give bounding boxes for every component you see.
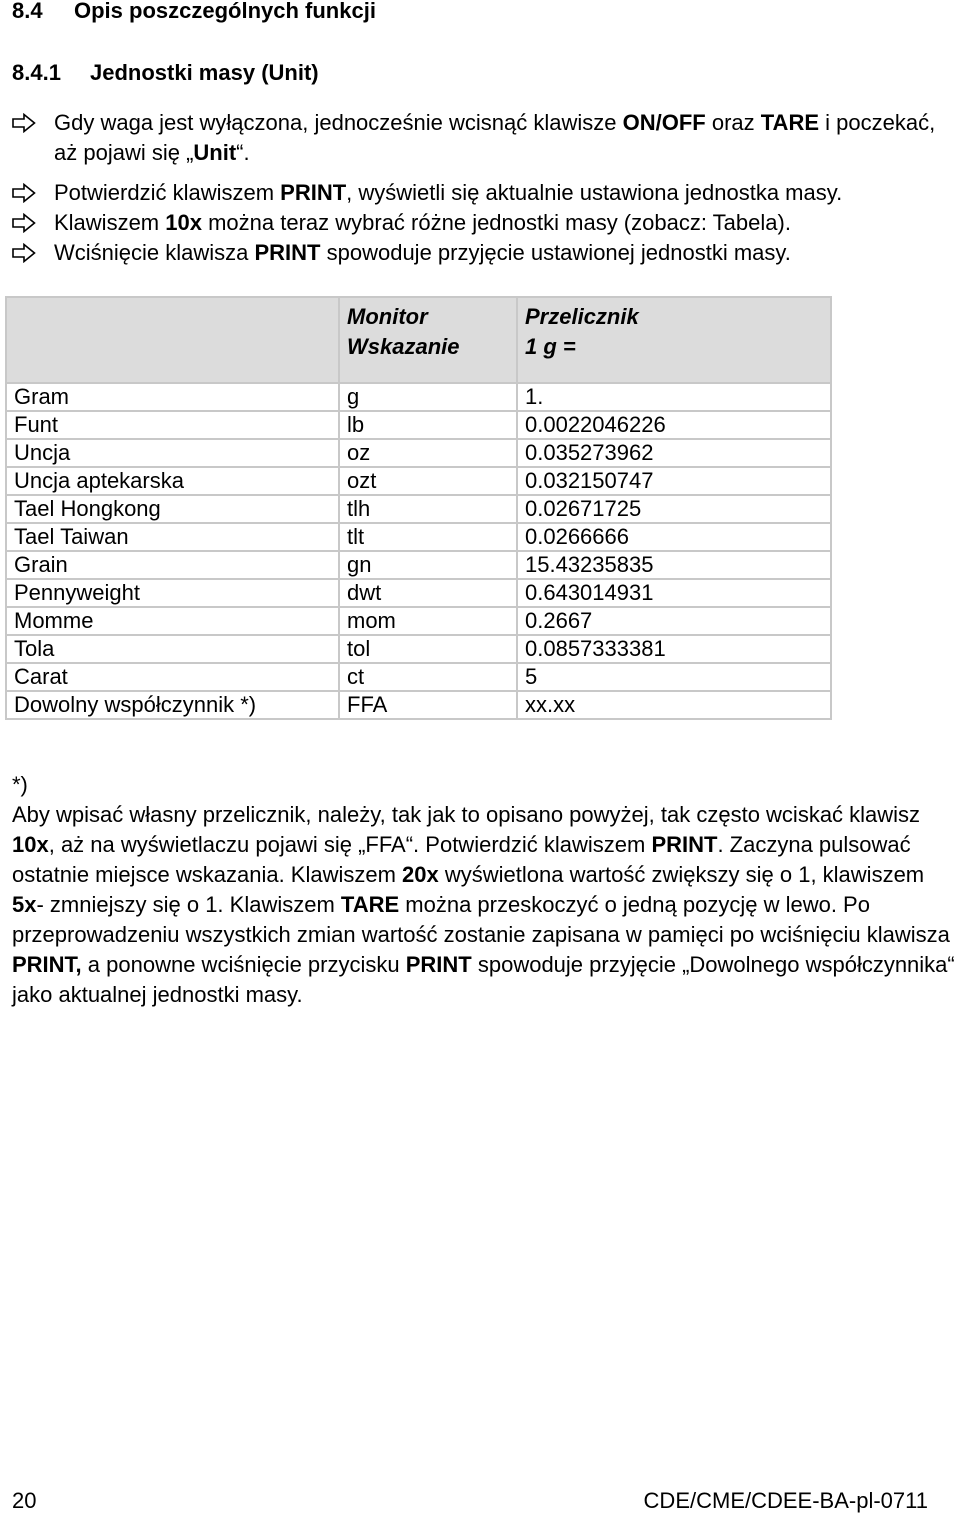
table-row <box>6 579 831 607</box>
unit-symbol-cell: oz <box>339 439 517 467</box>
page-number: 20 <box>12 1488 37 1513</box>
conversion-factor-cell: 0.0022046226 <box>517 411 831 439</box>
conversion-factor-cell: 0.643014931 <box>517 579 831 607</box>
unit-name-cell: Gram <box>6 383 339 411</box>
section-title: Opis poszczególnych funkcji <box>74 0 376 23</box>
conversion-factor-cell: 5 <box>517 663 831 691</box>
unit-name-cell: Grain <box>6 551 339 579</box>
unit-name-cell: Tola <box>6 635 339 663</box>
unit-symbol-cell: dwt <box>339 579 517 607</box>
unit-name-cell: Dowolny współczynnik *) <box>6 691 339 719</box>
table-body <box>6 383 831 719</box>
table-row <box>6 607 831 635</box>
unit-name-cell: Uncja aptekarska <box>6 467 339 495</box>
unit-symbol-cell: tol <box>339 635 517 663</box>
header-cell-display: Monitor Wskazanie <box>339 297 517 383</box>
conversion-factor-cell: 0.032150747 <box>517 467 831 495</box>
unit-symbol-cell: tlt <box>339 523 517 551</box>
unit-name-cell: Tael Hongkong <box>6 495 339 523</box>
conversion-factor-cell: 0.02671725 <box>517 495 831 523</box>
table-header-row <box>6 297 831 383</box>
unit-name-cell: Uncja <box>6 439 339 467</box>
step-text: Gdy waga jest wyłączona, jednocześnie wcisnąć klawisze ON/OFF oraz TARE i poczekać, aż pojawi się „Unit“. <box>54 110 936 165</box>
unit-symbol-cell: g <box>339 383 517 411</box>
table-row <box>6 495 831 523</box>
table-row <box>6 635 831 663</box>
table-row <box>6 411 831 439</box>
conversion-factor-cell: 0.035273962 <box>517 439 831 467</box>
unit-symbol-cell: tlh <box>339 495 517 523</box>
unit-symbol-cell: FFA <box>339 691 517 719</box>
step-text: Klawiszem 10x można teraz wybrać różne jednostki masy (zobacz: Tabela). <box>54 210 791 235</box>
arrow-right-icon <box>12 213 36 233</box>
unit-symbol-cell: gn <box>339 551 517 579</box>
table-row <box>6 467 831 495</box>
arrow-right-icon <box>12 183 36 203</box>
step-item <box>12 208 957 238</box>
step-item <box>12 108 957 168</box>
unit-symbol-cell: lb <box>339 411 517 439</box>
conversion-factor-cell: 0.2667 <box>517 607 831 635</box>
step-text: Wciśnięcie klawisza PRINT spowoduje przyjęcie ustawionej jednostki masy. <box>54 240 791 265</box>
footnote-text: Aby wpisać własny przelicznik, należy, tak jak to opisano powyżej, tak często wciskać klawisz 10x, aż na wyświetlaczu pojawi się „FFA“. Potwierdzić klawiszem PRINT. Zaczyna pulsować ostatnie miejsce wskazania. Klawiszem 20x wyświetlona wartość zwiększy się o 1, klawiszem 5x- zmniejszy się o 1. Klawiszem TARE można przeskoczyć o jedną pozycję w lewo. Po przeprowadzeniu wszystkich zmian wartość zostanie zapisana w pamięci po wciśnięciu klawisza PRINT, a ponowne wciśnięcie przycisku PRINT spowoduje przyjęcie „Dowolnego współczynnika“ jako aktualnej jednostki masy. <box>12 802 955 1007</box>
unit-symbol-cell: mom <box>339 607 517 635</box>
unit-name-cell: Pennyweight <box>6 579 339 607</box>
section-number: 8.4 <box>12 0 43 23</box>
table-row <box>6 439 831 467</box>
units-table <box>5 296 832 720</box>
footnote-marker: *) <box>12 772 28 797</box>
table-row <box>6 663 831 691</box>
arrow-right-icon <box>12 243 36 263</box>
conversion-factor-cell: 0.0857333381 <box>517 635 831 663</box>
table-row <box>6 691 831 719</box>
table-row <box>6 383 831 411</box>
table-row <box>6 551 831 579</box>
unit-name-cell: Tael Taiwan <box>6 523 339 551</box>
unit-name-cell: Momme <box>6 607 339 635</box>
unit-name-cell: Carat <box>6 663 339 691</box>
step-text: Potwierdzić klawiszem PRINT, wyświetli się aktualnie ustawiona jednostka masy. <box>54 180 843 205</box>
subsection-number: 8.4.1 <box>12 60 61 85</box>
subsection-title: Jednostki masy (Unit) <box>90 60 319 85</box>
section-heading <box>12 0 376 24</box>
unit-symbol-cell: ct <box>339 663 517 691</box>
step-item <box>12 238 957 268</box>
document-id: CDE/CME/CDEE-BA-pl-0711 <box>643 1488 928 1513</box>
unit-symbol-cell: ozt <box>339 467 517 495</box>
subsection-heading <box>12 60 319 86</box>
unit-name-cell: Funt <box>6 411 339 439</box>
arrow-right-icon <box>12 113 36 133</box>
header-cell-unit <box>6 297 339 383</box>
conversion-factor-cell: 0.0266666 <box>517 523 831 551</box>
header-cell-factor: Przelicznik 1 g = <box>517 297 831 383</box>
conversion-factor-cell: 15.43235835 <box>517 551 831 579</box>
table-row <box>6 523 831 551</box>
step-item <box>12 178 957 208</box>
conversion-factor-cell: 1. <box>517 383 831 411</box>
footnote-paragraph <box>12 770 957 1010</box>
conversion-factor-cell: xx.xx <box>517 691 831 719</box>
